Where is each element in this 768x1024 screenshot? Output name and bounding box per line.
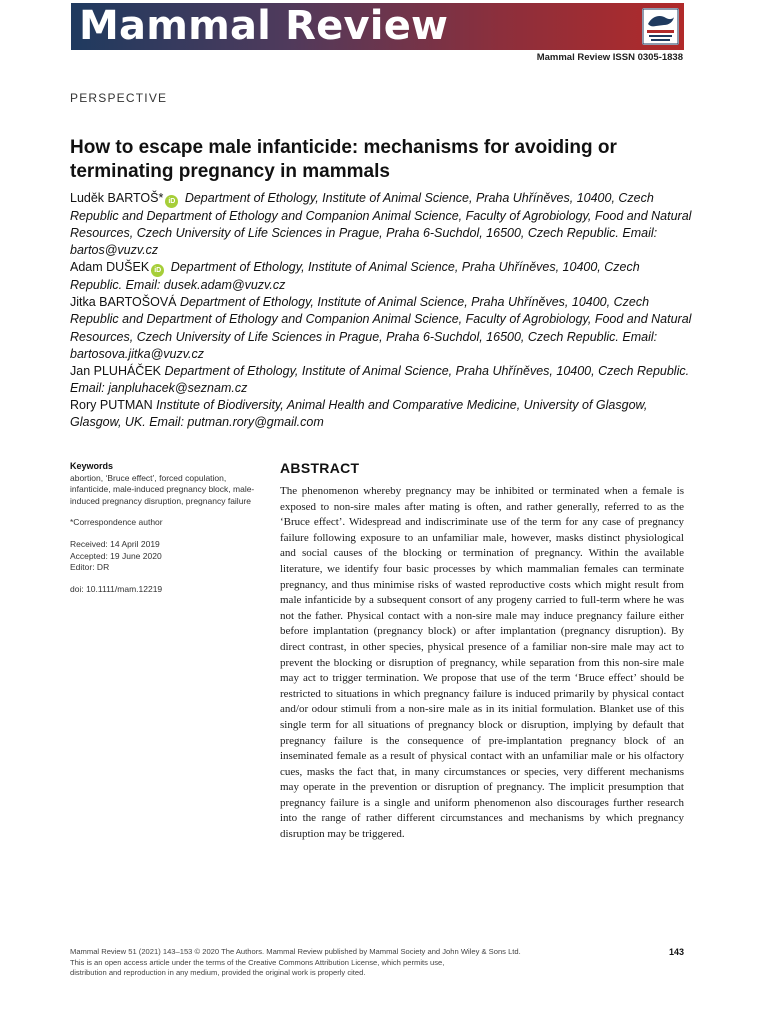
keywords-heading: Keywords — [70, 461, 114, 471]
keywords-list: abortion, ‘Bruce effect’, forced copulation, infanticide, male-induced pregnancy block, male-induced pregnancy disruption, pregnancy failure — [70, 472, 255, 506]
received-date: Received: 14 April 2019 — [70, 538, 160, 549]
author-entry — [70, 397, 695, 431]
orcid-icon[interactable]: iD — [165, 195, 178, 208]
article-info-sidebar — [70, 461, 255, 595]
article-type-label: PERSPECTIVE — [70, 91, 168, 105]
journal-banner — [71, 3, 684, 50]
doi-link[interactable]: doi: 10.1111/mam.12219 — [70, 583, 163, 594]
author-name: Jitka BARTOŠOVÁ — [70, 295, 177, 310]
license-line: This is an open access article under the terms of the Creative Commons Attribution License, which permits use, — [70, 957, 445, 967]
editor-line: Editor: DR — [70, 562, 110, 573]
orcid-icon[interactable]: iD — [151, 264, 164, 277]
author-entry — [70, 363, 695, 397]
journal-issn: Mammal Review ISSN 0305-1838 — [536, 52, 683, 63]
page-number: 143 — [668, 947, 684, 957]
mammal-society-logo — [642, 8, 679, 45]
correspondence-note: *Correspondence author — [70, 517, 163, 528]
page-footer — [70, 947, 684, 979]
author-name: Jan PLUHÁČEK — [70, 363, 162, 378]
author-entry — [70, 294, 695, 362]
license-line: distribution and reproduction in any medium, provided the original work is properly cited. — [70, 968, 366, 978]
author-affiliation: Department of Ethology, Institute of Animal Science, Praha Uhříněves, 10400, Czech Republic. Email: dusek.adam@vuzv.cz — [70, 260, 640, 293]
author-affiliation: Department of Ethology, Institute of Animal Science, Praha Uhříněves, 10400, Czech Republic. Email: janpluhacek@seznam.cz — [70, 363, 690, 395]
accepted-date: Accepted: 19 June 2020 — [70, 550, 162, 561]
abstract-heading: ABSTRACT — [280, 460, 360, 476]
author-entry — [70, 190, 695, 259]
author-affiliation: Institute of Biodiversity, Animal Health and Comparative Medicine, University of Glasgow, Glasgow, UK. Email: putman.rory@gmail.com — [70, 397, 648, 430]
abstract-section — [280, 460, 684, 843]
abstract-text: The phenomenon whereby pregnancy may be inhibited or terminated when a female is exposed to non-sire males after mating is often, and rather generally, referred to as the ‘Bruce effect’. Widespread and indiscriminate use of the term for any case of pregnancy failure following exposure to an unfamiliar male, however, masks distinct physiological and social causes of the blocking or termination of pregnancy. Within the available literature, we identify four basic processes by which mammalian females can terminate pregnancy, and thus minimise risks of wasted reproductive costs which might result from male infanticide by a subsequent consort of any progeny carried to full-term where he was not the father. Physical contact with a non-sire male may induce pregnancy failure either before implantation (pregnancy block) or after implantation (pregnancy disruption). By direct contrast, in other species, physical presence of a familiar non-sire male may act to prevent the blocking or disruption of pregnancy, while separation from this non-sire male may act to trigger termination. We propose that use of the term ‘Bruce effect’ should be restricted to situations in which pregnancy failure is induced primarily by physical contact and/or odour stimuli from a non-sire male as in its initial formulation. Blanket use of this single term for all situations of pregnancy block or disruption, implying by default that pregnancy failure is the consequence of pre-implantation pregnancy block of an inseminated female as a result of physical contact with an unfamiliar male or his olfactory cues, masks the fact that, in many circumstances or species, very different mechanisms may operate in the prevention or disruption of pregnancy. The implicit presumption that pregnancy failure is a single and uniform phenomenon also discourages further research into the range of rather different circumstances and mechanisms by which pregnancy disruption may be triggered. — [280, 485, 684, 841]
author-affiliation: Department of Ethology, Institute of Animal Science, Praha Uhříněves, 10400, Czech Republic and Department of Ethology and Companion Animal Science, Faculty of Agrobiology, Food and Natural Resources, Czech University of Life Sciences in Prague, Praha 6-Suchdol, 16500, Czech Republic. Email: bartos@vuzv.cz — [70, 191, 692, 258]
author-name: Rory PUTMAN — [70, 397, 153, 412]
mammal-society-logo-icon — [642, 8, 679, 45]
article-title: How to escape male infanticide: mechanisms for avoiding or terminating pregnancy in mammals — [70, 137, 617, 182]
citation-line: Mammal Review 51 (2021) 143–153 © 2020 The Authors. Mammal Review published by Mammal Society and John Wiley & Sons Ltd. — [70, 947, 521, 956]
author-entry — [70, 259, 695, 294]
author-name: Adam DUŠEK — [70, 260, 150, 275]
journal-title: Mammal Review — [79, 3, 449, 49]
author-list — [70, 190, 695, 431]
author-name: Luděk BARTOŠ* — [70, 191, 164, 205]
author-affiliation: Department of Ethology, Institute of Animal Science, Praha Uhříněves, 10400, Czech Republic and Department of Ethology and Companion Animal Science, Faculty of Agrobiology, Food and Natural Resources, Czech University of Life Sciences in Prague, Praha 6-Suchdol, 16500, Czech Republic. Email: bartosova.jitka@vuzv.cz — [70, 295, 692, 361]
